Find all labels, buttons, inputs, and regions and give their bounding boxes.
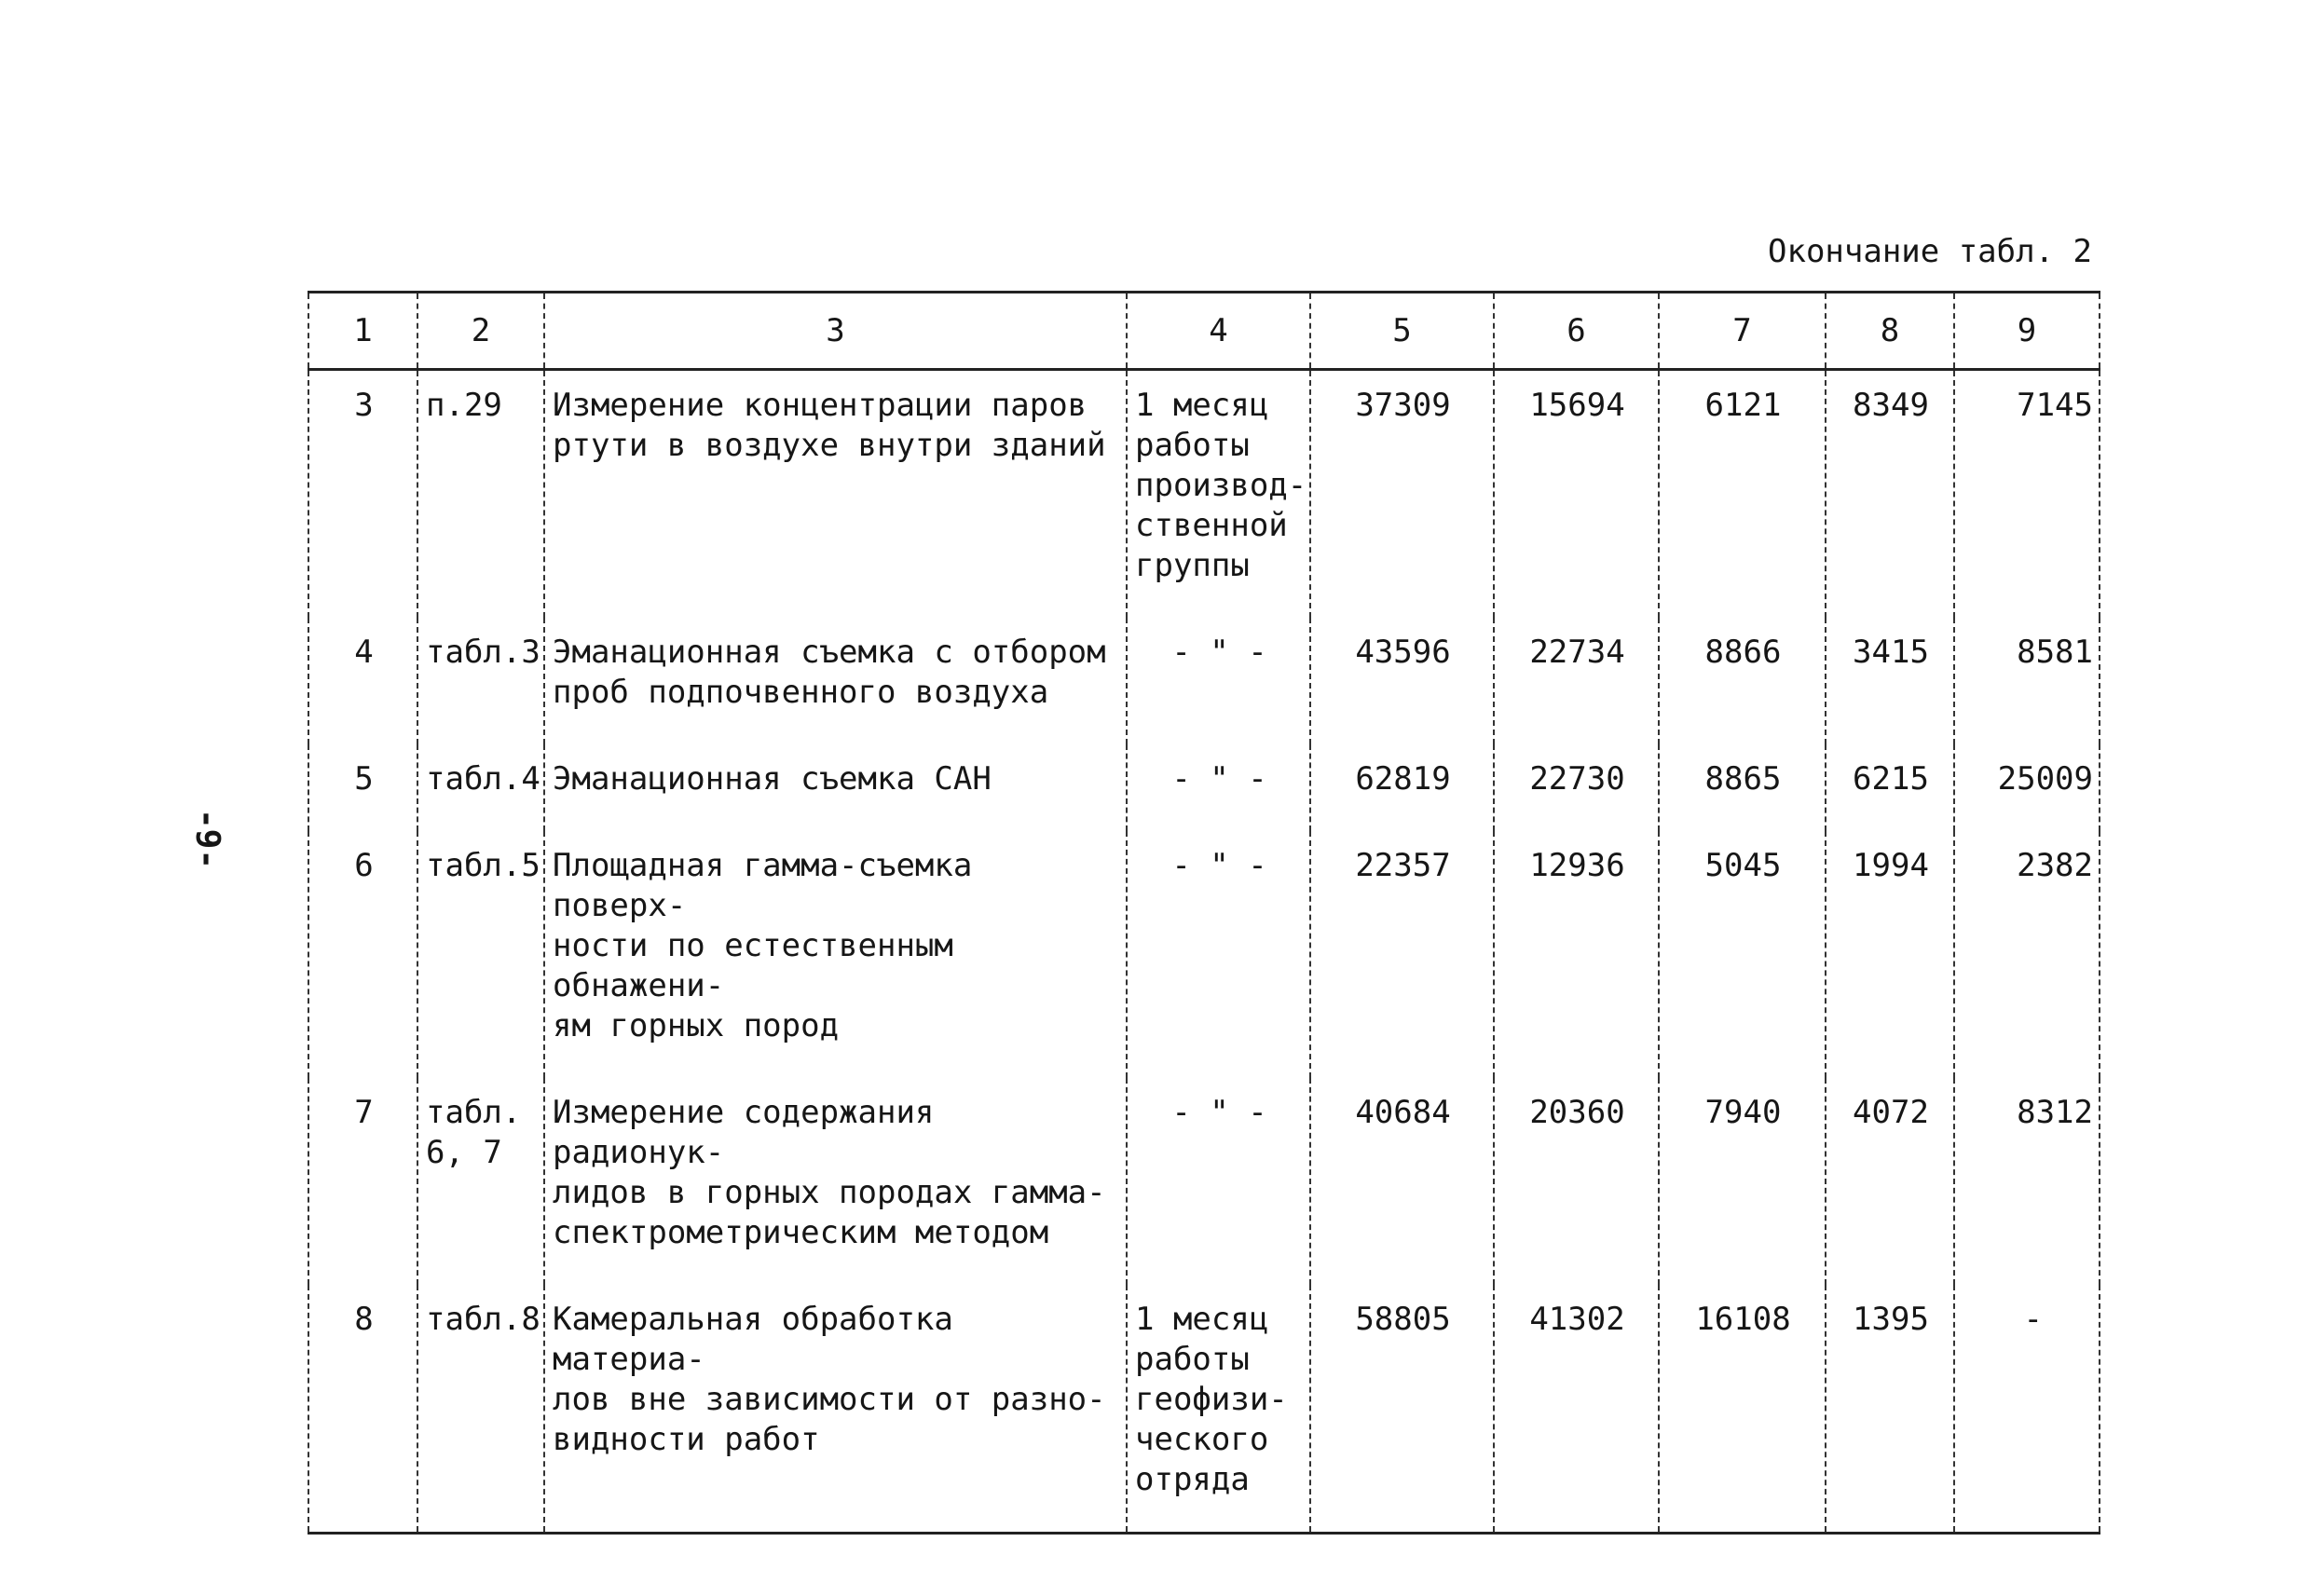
- table-row: [308, 1078, 2100, 1285]
- value-cell-7: 6121: [1659, 370, 1826, 619]
- column-header: 5: [1310, 293, 1494, 370]
- value-cell-7: 8865: [1659, 744, 1826, 831]
- unit-cell: - " -: [1127, 831, 1310, 1078]
- table-row: [308, 831, 2100, 1078]
- reference-cell: табл.8: [417, 1285, 544, 1534]
- unit-cell: - " -: [1127, 1078, 1310, 1285]
- unit-cell: - " -: [1127, 618, 1310, 744]
- value-cell-6: 22730: [1494, 744, 1659, 831]
- value-cell-9: -: [1954, 1285, 2100, 1534]
- header-row: [308, 293, 2100, 370]
- work-name-cell: Камеральная обработка материа- лов вне зависимости от разно- видности работ: [544, 1285, 1127, 1534]
- unit-cell: - " -: [1127, 744, 1310, 831]
- value-cell-7: 16108: [1659, 1285, 1826, 1534]
- value-cell-8: 8349: [1826, 370, 1954, 619]
- work-name-cell: Измерение содержания радионук- лидов в горных породах гамма- спектрометрическим методом: [544, 1078, 1127, 1285]
- value-cell-5: 37309: [1310, 370, 1494, 619]
- unit-cell: 1 месяц работы производ- ственной группы: [1127, 370, 1310, 619]
- work-name-cell: Эманационная съемка САН: [544, 744, 1127, 831]
- column-header: 1: [308, 293, 417, 370]
- value-cell-5: 62819: [1310, 744, 1494, 831]
- value-cell-5: 22357: [1310, 831, 1494, 1078]
- value-cell-8: 4072: [1826, 1078, 1954, 1285]
- reference-cell: табл. 6, 7: [417, 1078, 544, 1285]
- column-header: 8: [1826, 293, 1954, 370]
- row-number: 5: [308, 744, 417, 831]
- value-cell-6: 22734: [1494, 618, 1659, 744]
- value-cell-7: 8866: [1659, 618, 1826, 744]
- value-cell-5: 58805: [1310, 1285, 1494, 1534]
- row-number: 8: [308, 1285, 417, 1534]
- value-cell-8: 1395: [1826, 1285, 1954, 1534]
- value-cell-5: 40684: [1310, 1078, 1494, 1285]
- unit-cell: 1 месяц работы геофизи- ческого отряда: [1127, 1285, 1310, 1534]
- value-cell-7: 7940: [1659, 1078, 1826, 1285]
- column-header: 6: [1494, 293, 1659, 370]
- value-cell-9: 8312: [1954, 1078, 2100, 1285]
- column-header: 9: [1954, 293, 2100, 370]
- reference-cell: табл.4: [417, 744, 544, 831]
- work-name-cell: Эманационная съемка с отбором проб подпочвенного воздуха: [544, 618, 1127, 744]
- reference-cell: табл.3: [417, 618, 544, 744]
- work-name-cell: Измерение концентрации паров ртути в воздухе внутри зданий: [544, 370, 1127, 619]
- column-header: 7: [1659, 293, 1826, 370]
- value-cell-6: 41302: [1494, 1285, 1659, 1534]
- value-cell-6: 20360: [1494, 1078, 1659, 1285]
- table-row: [308, 618, 2100, 744]
- table-row: [308, 370, 2100, 619]
- column-header: 4: [1127, 293, 1310, 370]
- table-row: [308, 1285, 2100, 1534]
- value-cell-8: 3415: [1826, 618, 1954, 744]
- work-name-cell: Площадная гамма-съемка поверх- ности по естественным обнажени- ям горных пород: [544, 831, 1127, 1078]
- value-cell-6: 12936: [1494, 831, 1659, 1078]
- value-cell-7: 5045: [1659, 831, 1826, 1078]
- row-number: 7: [308, 1078, 417, 1285]
- value-cell-5: 43596: [1310, 618, 1494, 744]
- table-row: [308, 744, 2100, 831]
- column-header: 2: [417, 293, 544, 370]
- value-cell-9: 25009: [1954, 744, 2100, 831]
- column-header: 3: [544, 293, 1127, 370]
- page-number: -9-: [188, 808, 227, 870]
- row-number: 6: [308, 831, 417, 1078]
- value-cell-6: 15694: [1494, 370, 1659, 619]
- value-cell-8: 6215: [1826, 744, 1954, 831]
- table-caption: Окончание табл. 2: [1768, 233, 2092, 270]
- reference-cell: п.29: [417, 370, 544, 619]
- value-cell-9: 8581: [1954, 618, 2100, 744]
- value-cell-9: 2382: [1954, 831, 2100, 1078]
- row-number: 3: [308, 370, 417, 619]
- data-table: [308, 291, 2100, 1535]
- value-cell-8: 1994: [1826, 831, 1954, 1078]
- value-cell-9: 7145: [1954, 370, 2100, 619]
- row-number: 4: [308, 618, 417, 744]
- reference-cell: табл.5: [417, 831, 544, 1078]
